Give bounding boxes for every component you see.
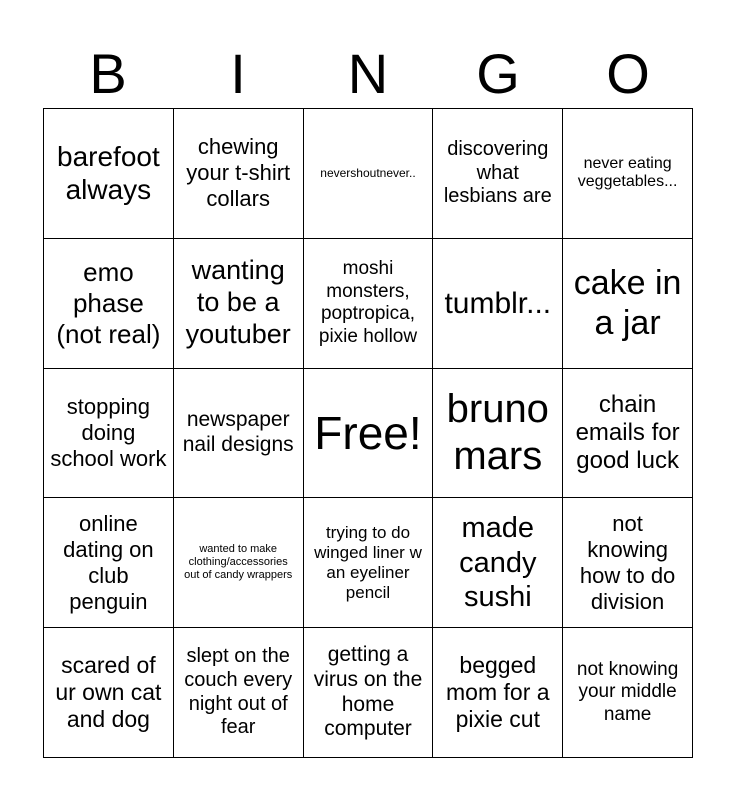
bingo-cell[interactable]: slept on the couch every night out of fear — [174, 628, 304, 758]
bingo-cell[interactable]: bruno mars — [433, 369, 563, 499]
bingo-cell[interactable]: barefoot always — [44, 109, 174, 239]
bingo-grid — [43, 108, 693, 758]
bingo-cell[interactable]: never eating veggetables... — [563, 109, 693, 239]
bingo-cell[interactable]: wanting to be a youtuber — [174, 239, 304, 369]
bingo-cell[interactable]: stopping doing school work — [44, 369, 174, 499]
bingo-cell[interactable]: not knowing how to do division — [563, 498, 693, 628]
header-letter-o: O — [606, 42, 650, 105]
bingo-cell[interactable]: begged mom for a pixie cut — [433, 628, 563, 758]
bingo-cell[interactable]: wanted to make clothing/accessories out of candy wrappers — [174, 498, 304, 628]
free-space-cell[interactable]: Free! — [304, 369, 434, 499]
bingo-header — [43, 40, 693, 108]
header-letter-g: G — [476, 42, 520, 105]
bingo-cell[interactable]: not knowing your middle name — [563, 628, 693, 758]
bingo-cell[interactable]: made candy sushi — [433, 498, 563, 628]
header-letter-i: I — [230, 42, 246, 105]
bingo-cell[interactable]: cake in a jar — [563, 239, 693, 369]
bingo-cell[interactable]: emo phase (not real) — [44, 239, 174, 369]
bingo-cell[interactable]: getting a virus on the home computer — [304, 628, 434, 758]
bingo-cell[interactable]: newspaper nail designs — [174, 369, 304, 499]
bingo-cell[interactable]: trying to do winged liner w an eyeliner pencil — [304, 498, 434, 628]
header-letter-n: N — [347, 42, 389, 105]
bingo-cell[interactable]: discovering what lesbians are — [433, 109, 563, 239]
bingo-cell[interactable]: online dating on club penguin — [44, 498, 174, 628]
bingo-cell[interactable]: scared of ur own cat and dog — [44, 628, 174, 758]
header-letter-b: B — [89, 42, 127, 105]
bingo-cell[interactable]: chain emails for good luck — [563, 369, 693, 499]
bingo-cell[interactable]: moshi monsters, poptropica, pixie hollow — [304, 239, 434, 369]
bingo-cell[interactable]: tumblr... — [433, 239, 563, 369]
bingo-cell[interactable]: chewing your t-shirt collars — [174, 109, 304, 239]
bingo-cell[interactable]: nevershoutnever.. — [304, 109, 434, 239]
